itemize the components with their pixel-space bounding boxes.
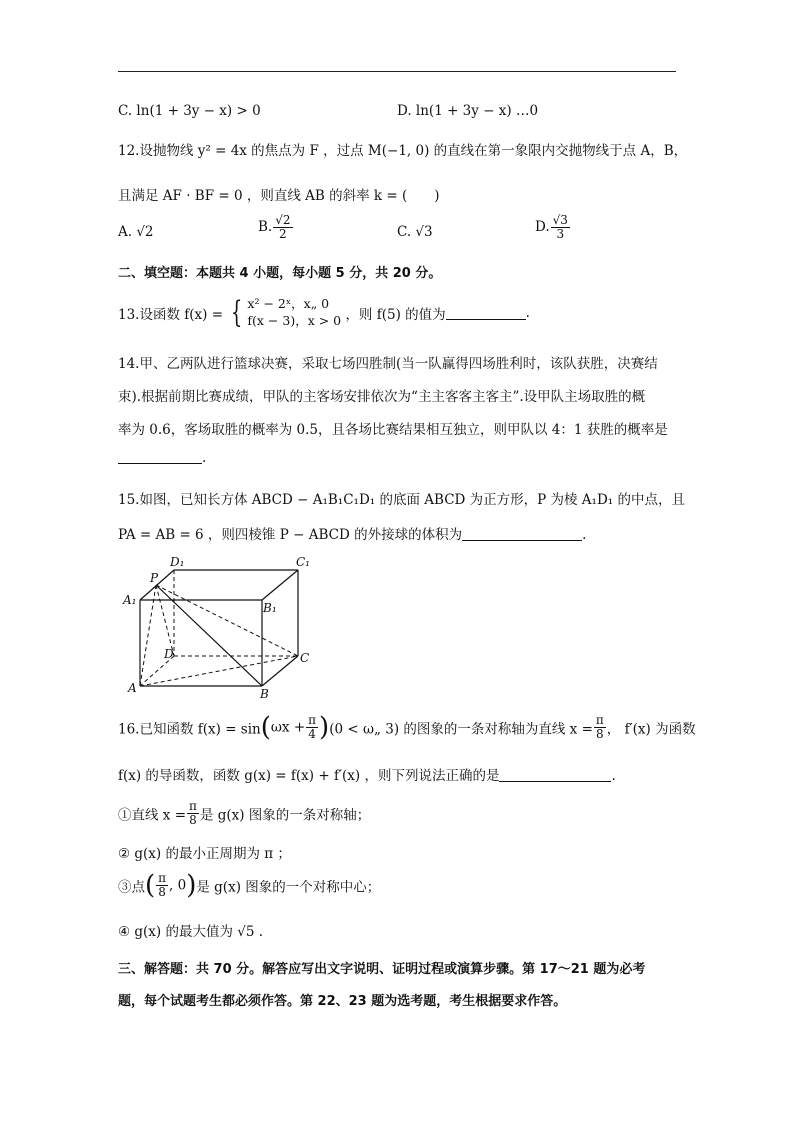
q14-answer-blank bbox=[118, 449, 202, 464]
edge-p-c bbox=[156, 585, 298, 656]
fraction-numerator: √2 bbox=[275, 213, 291, 227]
q14-stem-line3: 率为 0.6，客场取胜的概率为 0.5，且各场比赛结果相互独立，则甲队以 4：1 获胜的概率是 bbox=[118, 422, 668, 438]
q16-item3-suffix: 是 g(x) 图象的一个对称中心； bbox=[196, 879, 381, 896]
q16-item3-pi-over-8 bbox=[156, 872, 168, 899]
q14-stem-line1: 14.甲、乙两队进行篮球决赛，采取七场四胜制(当一队赢得四场胜利时，该队获胜，决赛结 bbox=[118, 356, 658, 372]
fraction-numerator: π bbox=[595, 713, 604, 727]
fraction-numerator: π bbox=[158, 871, 167, 885]
q16-item1-prefix: ①直线 x = bbox=[118, 807, 187, 824]
q16-item-3 bbox=[118, 872, 380, 899]
q16-mid: (0 < ω„ 3) 的图象的一条对称轴为直线 x = bbox=[329, 721, 593, 738]
q15-line2-text: PA = AB = 6 ，则四棱锥 P − ABCD 的外接球的体积为 bbox=[118, 527, 463, 543]
cuboid-hidden-edges bbox=[140, 570, 298, 686]
cuboid-solid-edges bbox=[140, 570, 298, 686]
fraction-numerator: √3 bbox=[552, 213, 568, 227]
q13-stem bbox=[118, 296, 530, 330]
q16-item1-suffix: 是 g(x) 图象的一条对称轴； bbox=[199, 807, 371, 824]
q13-answer-blank bbox=[446, 305, 526, 320]
q13-piecewise bbox=[227, 296, 341, 330]
q14-end: . bbox=[202, 450, 207, 466]
edge-b-c bbox=[262, 656, 298, 686]
fraction-denominator: 3 bbox=[556, 227, 565, 242]
q16-item3-prefix: ③点 bbox=[118, 879, 145, 896]
fraction-numerator: π bbox=[189, 799, 197, 813]
q12-option-d bbox=[535, 214, 571, 241]
q12-option-c: C. √3 bbox=[397, 224, 433, 240]
label-a1: A₁ bbox=[123, 593, 137, 607]
q14-stem-line2: 束).根据前期比赛成绩，甲队的主客场安排依次为“主主客客主客主”.设甲队主场取胜的概 bbox=[118, 389, 646, 405]
q13-case-1: x² − 2ˣ，x„ 0 bbox=[247, 296, 330, 311]
q16-item-4: ④ g(x) 的最大值为 √5 . bbox=[118, 924, 264, 940]
left-brace: { bbox=[231, 294, 243, 330]
label-a: A bbox=[128, 681, 137, 695]
fraction-denominator: 8 bbox=[158, 885, 166, 900]
left-paren: ( bbox=[145, 870, 156, 901]
edge-p-d bbox=[156, 585, 174, 656]
q13-suffix: ，则 f(5) 的值为 bbox=[345, 306, 446, 323]
q11-option-d: D. ln(1 + 3y − x) …0 bbox=[397, 103, 539, 119]
q16-item1-pi-over-8 bbox=[187, 800, 199, 827]
label-c1: C₁ bbox=[296, 555, 310, 569]
q12-stem-line2: 且满足 AF · BF = 0 ，则直线 AB 的斜率 k = ( ) bbox=[118, 188, 440, 204]
label-c: C bbox=[300, 651, 310, 665]
q15-end: . bbox=[582, 527, 587, 543]
right-paren: ) bbox=[186, 870, 197, 901]
fraction-denominator: 8 bbox=[596, 727, 604, 742]
q13-end: . bbox=[525, 304, 530, 321]
q16-stem-line2 bbox=[118, 764, 616, 784]
q16-item3-zero: , 0 bbox=[169, 877, 187, 894]
q16-line2-text: f(x) 的导函数，函数 g(x) = f(x) + f′(x) ，则下列说法正确的是 bbox=[118, 768, 500, 784]
q12-option-d-prefix: D. bbox=[535, 219, 550, 236]
q16-pi-over-4 bbox=[306, 714, 318, 741]
fraction-numerator: π bbox=[308, 713, 317, 727]
label-b: B bbox=[260, 687, 269, 700]
label-p: P bbox=[150, 571, 159, 585]
q11-option-c: C. ln(1 + 3y − x) > 0 bbox=[118, 103, 261, 119]
q15-stem-line1: 15.如图，已知长方体 ABCD − A₁B₁C₁D₁ 的底面 ABCD 为正方形，P 为棱 A₁D₁ 的中点，且 bbox=[118, 492, 685, 508]
q15-answer-blank bbox=[462, 526, 582, 541]
q16-answer-blank bbox=[499, 767, 611, 782]
q16-f-def: 16.已知函数 f(x) = sin bbox=[118, 721, 261, 738]
label-d1: D₁ bbox=[170, 555, 185, 569]
header-rule bbox=[118, 71, 676, 72]
q16-stem-line1 bbox=[118, 714, 696, 741]
q16-end: . bbox=[611, 768, 616, 784]
q16-item-2: ② g(x) 的最小正周期为 π ； bbox=[118, 846, 291, 862]
q12-stem-line1: 12.设抛物线 y² = 4x 的焦点为 F ，过点 M(−1, 0) 的直线在第一象限内交抛物线于点 A，B， bbox=[118, 143, 688, 159]
cuboid-figure bbox=[120, 552, 320, 700]
q12-option-d-fraction bbox=[551, 214, 570, 241]
q12-option-a: A. √2 bbox=[118, 224, 154, 240]
right-paren: ) bbox=[319, 712, 330, 743]
section-3-heading-line1: 三、解答题：共 70 分。解答应写出文字说明、证明过程或演算步骤。第 17～21 题为必考 bbox=[118, 962, 646, 977]
q12-option-b bbox=[258, 214, 294, 241]
q16-inner: ωx + bbox=[270, 719, 306, 736]
q13-case-2: f(x − 3)，x > 0 bbox=[247, 312, 342, 328]
q13-cases bbox=[247, 296, 341, 330]
q12-option-b-prefix: B. bbox=[258, 219, 273, 236]
q13-prefix: 13.设函数 f(x) = bbox=[118, 306, 224, 323]
q16-suffix: ， f′(x) 为函数 bbox=[606, 721, 696, 738]
left-paren: ( bbox=[260, 712, 271, 743]
q12-option-b-fraction bbox=[273, 214, 292, 241]
section-3-heading-line2: 题，每个试题考生都必须作答。第 22、23 题为选考题，考生根据要求作答。 bbox=[118, 994, 567, 1009]
fraction-denominator: 8 bbox=[189, 813, 197, 828]
q16-pi-over-8 bbox=[594, 714, 606, 741]
q16-item-1 bbox=[118, 800, 370, 827]
q14-stem-line4 bbox=[118, 449, 206, 466]
fraction-denominator: 2 bbox=[279, 227, 287, 242]
label-d: D bbox=[164, 647, 174, 661]
q15-stem-line2 bbox=[118, 523, 586, 543]
fraction-denominator: 4 bbox=[308, 727, 316, 742]
label-b1: B₁ bbox=[263, 601, 277, 615]
section-2-heading: 二、填空题：本题共 4 小题，每小题 5 分，共 20 分。 bbox=[118, 266, 442, 281]
edge-b1-c1 bbox=[262, 570, 298, 600]
